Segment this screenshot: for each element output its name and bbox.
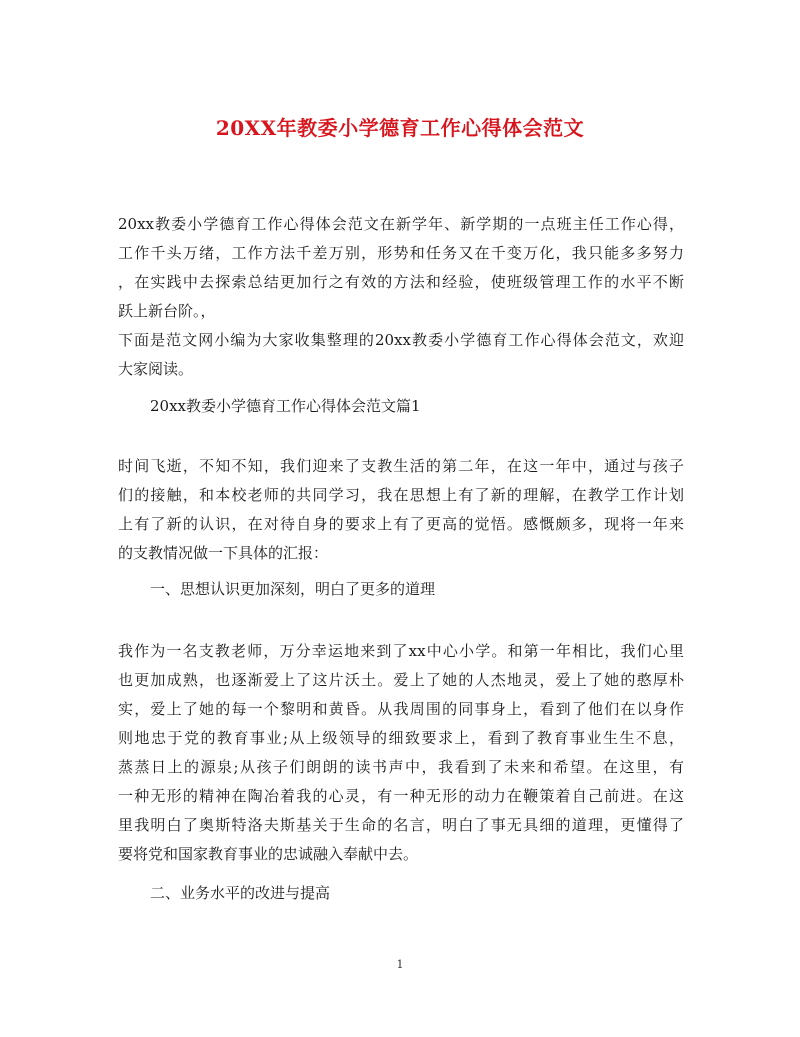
- text-line: 里我明白了奥斯特洛夫斯基关于生命的名言，明白了事无具细的道理，更懂得了: [118, 816, 684, 834]
- text-line: 蒸蒸日上的源泉;从孩子们朗朗的读书声中，我看到了未来和希望。在这里，有: [118, 758, 684, 776]
- text-line: 要将党和国家教育事业的忠诚融入奉献中去。: [118, 845, 419, 863]
- text-line: 大家阅读。: [118, 360, 194, 378]
- paragraph-2: [118, 637, 684, 869]
- collect-paragraph: [118, 326, 684, 384]
- document-title: 20XX年教委小学德育工作心得体会范文: [215, 116, 585, 140]
- text-line: 我作为一名支教老师，万分幸运地来到了xx中心小学。和第一年相比，我们心里: [118, 642, 684, 660]
- text-line: 实，爱上了她的每一个黎明和黄昏。从我周围的同事身上，看到了他们在以身作: [118, 700, 684, 718]
- text-line: 时间飞逝，不知不知，我们迎来了支教生活的第二年，在这一年中，通过与孩子: [118, 457, 684, 475]
- intro-paragraph: [118, 210, 684, 326]
- text-line: 们的接触，和本校老师的共同学习，我在思想上有了新的理解，在教学工作计划: [118, 486, 684, 504]
- page-number: 1: [396, 958, 404, 971]
- text-line: 的支教情况做一下具体的汇报：: [118, 544, 329, 562]
- text-line: 也更加成熟，也逐渐爱上了这片沃土。爱上了她的人杰地灵，爱上了她的憨厚朴: [118, 671, 684, 689]
- section-title: 20xx教委小学德育工作心得体会范文篇1: [150, 397, 421, 415]
- text-line: 工作千头万绪，工作方法千差万别，形势和任务又在千变万化，我只能多多努力: [118, 244, 684, 262]
- text-line: 跃上新台阶。，: [118, 302, 216, 320]
- paragraph-1: [118, 452, 684, 568]
- text-line: 则地忠于党的教育事业;从上级领导的细致要求上，看到了教育事业生生不息，: [118, 729, 684, 747]
- text-line: 上有了新的认识，在对待自身的要求上有了更高的觉悟。感慨颇多，现将一年来: [118, 515, 684, 533]
- text-line: 20xx教委小学德育工作心得体会范文在新学年、新学期的一点班主任工作心得，: [118, 215, 684, 233]
- text-line: ，在实践中去探索总结更加行之有效的方法和经验，使班级管理工作的水平不断: [118, 273, 684, 291]
- text-line: 一种无形的精神在陶冶着我的心灵，有一种无形的动力在鞭策着自己前进。在这: [118, 787, 684, 805]
- heading-1: 一、思想认识更加深刻，明白了更多的道理: [150, 580, 436, 598]
- text-line: 下面是范文网小编为大家收集整理的20xx教委小学德育工作心得体会范文，欢迎: [118, 331, 684, 349]
- heading-2: 二、业务水平的改进与提高: [150, 884, 331, 902]
